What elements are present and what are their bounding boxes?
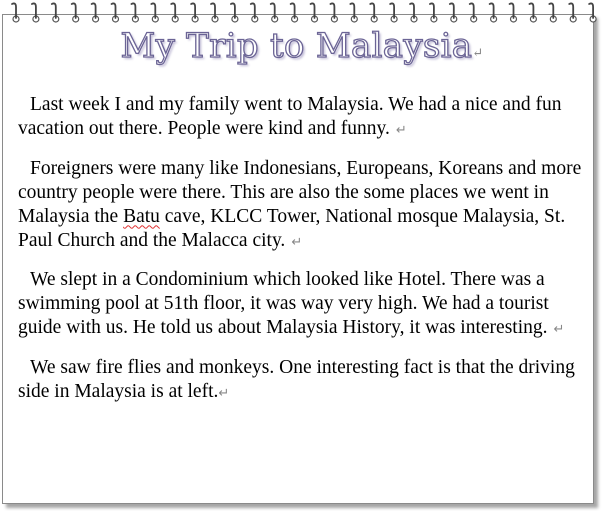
spiral-ring-icon <box>211 3 218 22</box>
paragraph-2: Foreigners were many like Indonesians, Europeans, Koreans and more country people were there. This are also the some places we went in Malaysia the Batu cave, KLCC Tower, National mosque Malaysia, St. Paul Church and the Malacca city. ↵ <box>18 157 582 251</box>
spiral-ring-icon <box>151 3 158 22</box>
spiral-ring-icon <box>12 3 19 22</box>
paragraph-3: We slept in a Condominium which looked like Hotel. There was a swimming pool at 51th floor, it was way very high. We had a tourist guide with us. He told us about Malaysia History, it was interesting. ↵ <box>18 269 565 338</box>
spiral-binding <box>0 0 604 26</box>
spiral-ring-icon <box>171 3 178 22</box>
spiral-ring-icon <box>112 3 119 22</box>
spiral-ring-icon <box>251 3 258 22</box>
paragraph-mark-icon: ↵ <box>553 321 565 336</box>
spiral-ring-icon <box>569 3 576 22</box>
spiral-ring-icon <box>72 3 79 22</box>
spiral-ring-icon <box>370 3 377 22</box>
spiral-ring-icon <box>589 3 596 22</box>
spiral-ring-icon <box>291 3 298 22</box>
spiral-ring-icon <box>92 3 99 22</box>
spiral-ring-icon <box>450 3 457 22</box>
spiral-ring-icon <box>330 3 337 22</box>
spiral-ring-icon <box>390 3 397 22</box>
spiral-ring-icon <box>410 3 417 22</box>
spiral-ring-icon <box>231 3 238 22</box>
spiral-ring-icon <box>549 3 556 22</box>
spiral-ring-icon <box>350 3 357 22</box>
spiral-ring-icon <box>490 3 497 22</box>
paragraph-mark-icon: ↵ <box>472 46 484 61</box>
spiral-ring-icon <box>430 3 437 22</box>
spiral-ring-icon <box>510 3 517 22</box>
spiral-ring-icon <box>271 3 278 22</box>
document-body[interactable] <box>18 93 588 419</box>
spiral-ring-icon <box>470 3 477 22</box>
paragraph-mark-icon: ↵ <box>395 122 407 137</box>
spiral-ring-icon <box>52 3 59 22</box>
paragraph-1: Last week I and my family went to Malaysia. We had a nice and fun vacation out there. People were kind and funny. ↵ <box>18 94 562 139</box>
paragraph-mark-icon: ↵ <box>218 384 230 400</box>
spiral-ring-icon <box>131 3 138 22</box>
spiral-ring-icon <box>529 3 536 22</box>
document-title-text: My Trip to Malaysia <box>120 26 473 66</box>
spiral-ring-icon <box>311 3 318 22</box>
paragraph-mark-icon: ↵ <box>291 233 303 249</box>
document-title <box>0 26 604 66</box>
paragraph-4: We saw fire flies and monkeys. One interesting fact is that the driving side in Malaysia is at left.↵ <box>18 356 575 402</box>
spellcheck-flagged-word[interactable]: Batu <box>123 205 160 227</box>
spiral-ring-icon <box>191 3 198 22</box>
spiral-ring-icon <box>32 3 39 22</box>
